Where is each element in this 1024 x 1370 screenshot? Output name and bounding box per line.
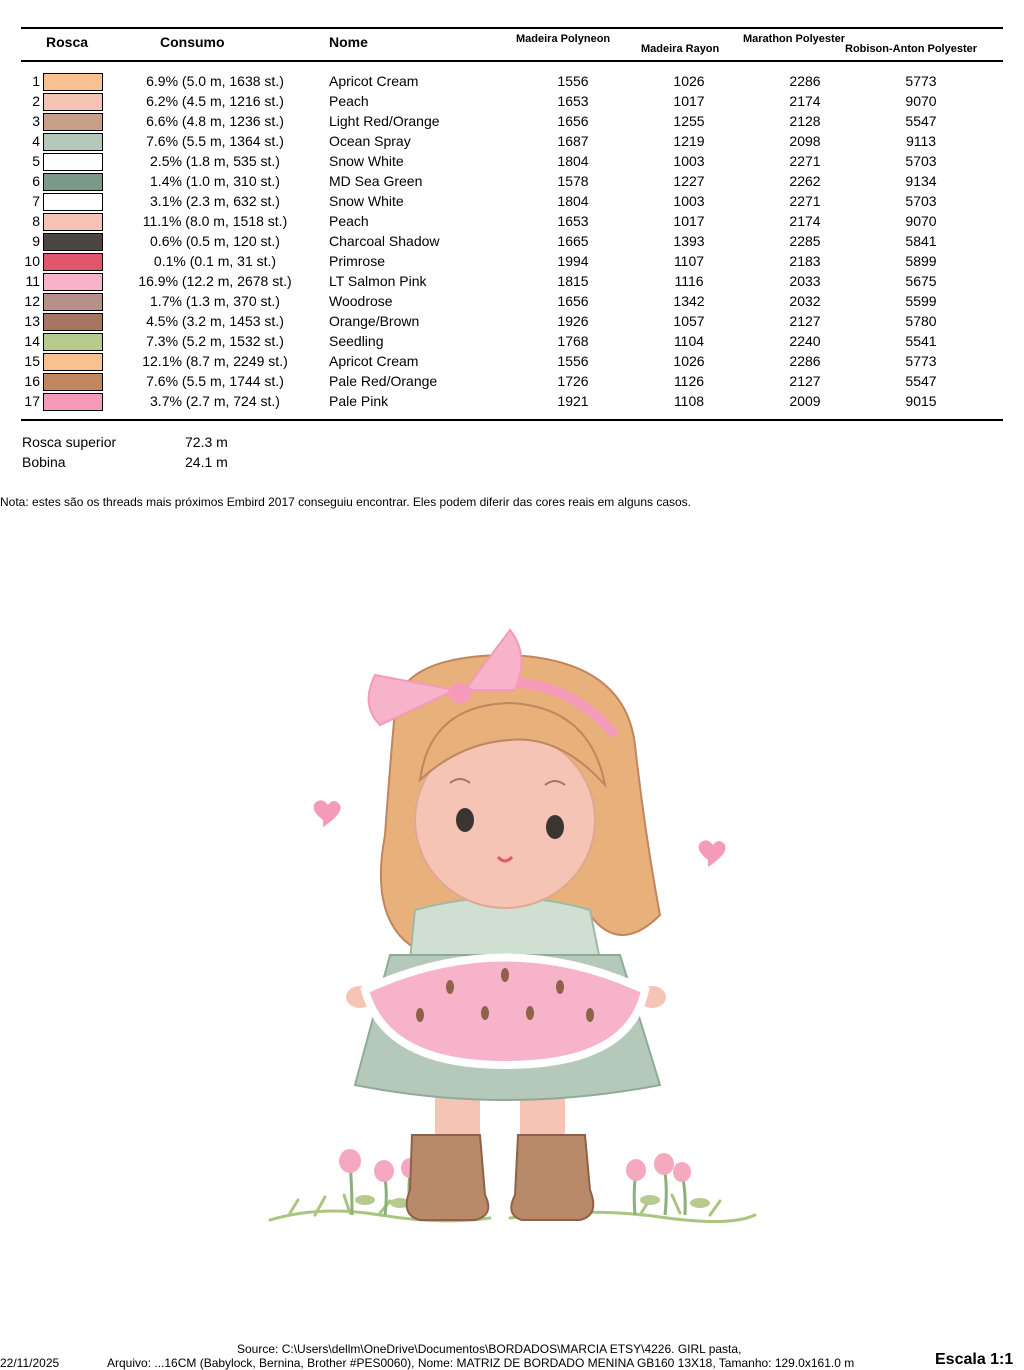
- madeira-polyneon-cell: 1665: [557, 233, 589, 249]
- table-row: [0, 292, 1024, 312]
- marathon-polyester-cell: 2033: [789, 273, 821, 289]
- header-robison-anton: Robison-Anton Polyester: [845, 43, 978, 55]
- table-row: [0, 272, 1024, 292]
- color-swatch: [43, 373, 103, 391]
- robison-anton-cell: 5703: [905, 193, 937, 209]
- color-swatch: [43, 113, 103, 131]
- madeira-polyneon-cell: 1804: [557, 193, 589, 209]
- color-swatch: [43, 293, 103, 311]
- robison-anton-cell: 9015: [905, 393, 937, 409]
- table-row: [0, 72, 1024, 92]
- row-number: 12: [24, 293, 40, 309]
- table-row: [0, 252, 1024, 272]
- table-header-rule: [21, 60, 1003, 62]
- table-row: [0, 152, 1024, 172]
- footer-source: Source: C:\Users\dellm\OneDrive\Documentos\BORDADOS\MARCIA ETSY\4226. GIRL pasta,: [237, 1342, 742, 1356]
- robison-anton-cell: 9134: [905, 173, 937, 189]
- marathon-polyester-cell: 2174: [789, 93, 821, 109]
- color-swatch: [43, 273, 103, 291]
- table-row: [0, 112, 1024, 132]
- marathon-polyester-cell: 2286: [789, 73, 821, 89]
- row-number: 3: [32, 113, 40, 129]
- madeira-rayon-cell: 1003: [673, 153, 705, 169]
- table-row: [0, 172, 1024, 192]
- madeira-rayon-cell: 1342: [673, 293, 705, 309]
- consumo-cell: 3.7% (2.7 m, 724 st.): [150, 393, 280, 409]
- embroidery-artwork: [260, 615, 760, 1235]
- madeira-rayon-cell: 1116: [674, 273, 704, 289]
- row-number: 9: [32, 233, 40, 249]
- madeira-polyneon-cell: 1815: [557, 273, 589, 289]
- color-swatch: [43, 73, 103, 91]
- consumo-cell: 4.5% (3.2 m, 1453 st.): [146, 313, 284, 329]
- consumo-cell: 0.1% (0.1 m, 31 st.): [153, 253, 277, 269]
- robison-anton-cell: 5773: [905, 353, 937, 369]
- header-madeira-polyneon: Madeira Polyneon: [516, 33, 611, 45]
- madeira-polyneon-cell: 1656: [557, 113, 589, 129]
- summary-top-value: 72.3 m: [185, 434, 228, 450]
- consumo-cell: 2.5% (1.8 m, 535 st.): [150, 153, 280, 169]
- consumo-cell: 7.3% (5.2 m, 1532 st.): [146, 333, 284, 349]
- madeira-polyneon-cell: 1994: [557, 253, 589, 269]
- color-swatch: [43, 253, 103, 271]
- row-number: 1: [32, 73, 40, 89]
- row-number: 16: [24, 373, 40, 389]
- row-number: 13: [24, 313, 40, 329]
- madeira-polyneon-cell: 1768: [557, 333, 589, 349]
- eye-icon: [546, 815, 564, 839]
- color-swatch: [43, 153, 103, 171]
- madeira-polyneon-cell: 1804: [557, 153, 589, 169]
- marathon-polyester-cell: 2174: [789, 213, 821, 229]
- row-number: 2: [32, 93, 40, 109]
- madeira-polyneon-cell: 1653: [557, 93, 589, 109]
- robison-anton-cell: 5841: [905, 233, 937, 249]
- header-marathon-polyester: Marathon Polyester: [743, 33, 846, 45]
- heart-icon: [314, 800, 341, 827]
- nome-cell: Orange/Brown: [329, 313, 420, 329]
- color-swatch: [43, 193, 103, 211]
- robison-anton-cell: 5675: [905, 273, 937, 289]
- marathon-polyester-cell: 2127: [789, 373, 821, 389]
- madeira-rayon-cell: 1219: [673, 133, 705, 149]
- robison-anton-cell: 5541: [905, 333, 937, 349]
- footer-date: 22/11/2025: [0, 1356, 60, 1370]
- consumo-cell: 6.9% (5.0 m, 1638 st.): [146, 73, 284, 89]
- header-nome: Nome: [329, 34, 368, 50]
- consumo-cell: 6.6% (4.8 m, 1236 st.): [146, 113, 284, 129]
- robison-anton-cell: 9070: [905, 213, 937, 229]
- marathon-polyester-cell: 2128: [789, 113, 821, 129]
- table-row: [0, 372, 1024, 392]
- row-number: 11: [25, 273, 40, 289]
- table-row: [0, 232, 1024, 252]
- nome-cell: Apricot Cream: [329, 353, 419, 369]
- madeira-rayon-cell: 1227: [673, 173, 705, 189]
- madeira-rayon-cell: 1108: [673, 393, 705, 409]
- consumo-cell: 11.1% (8.0 m, 1518 st.): [142, 213, 288, 229]
- row-number: 14: [24, 333, 40, 349]
- row-number: 6: [32, 173, 40, 189]
- nome-cell: Seedling: [329, 333, 384, 349]
- robison-anton-cell: 9113: [905, 133, 937, 149]
- consumo-cell: 0.6% (0.5 m, 120 st.): [150, 233, 280, 249]
- madeira-polyneon-cell: 1926: [557, 313, 589, 329]
- table-row: [0, 332, 1024, 352]
- madeira-polyneon-cell: 1656: [557, 293, 589, 309]
- nome-cell: Snow White: [329, 153, 404, 169]
- consumo-cell: 12.1% (8.7 m, 2249 st.): [142, 353, 288, 369]
- madeira-rayon-cell: 1126: [673, 373, 705, 389]
- color-swatch: [43, 393, 103, 411]
- color-swatch: [43, 93, 103, 111]
- color-swatch: [43, 233, 103, 251]
- marathon-polyester-cell: 2286: [789, 353, 821, 369]
- consumo-cell: 1.7% (1.3 m, 370 st.): [150, 293, 280, 309]
- footer-scale: Escala 1:1: [935, 1351, 1014, 1368]
- consumo-cell: 3.1% (2.3 m, 632 st.): [150, 193, 280, 209]
- nome-cell: Apricot Cream: [329, 73, 419, 89]
- header-consumo: Consumo: [160, 34, 225, 50]
- eye-icon: [456, 808, 474, 832]
- color-swatch: [43, 353, 103, 371]
- row-number: 4: [32, 133, 40, 149]
- table-row: [0, 352, 1024, 372]
- marathon-polyester-cell: 2271: [789, 193, 821, 209]
- nome-cell: Snow White: [329, 193, 404, 209]
- header-madeira-rayon: Madeira Rayon: [641, 43, 720, 55]
- nome-cell: Pale Red/Orange: [329, 373, 438, 389]
- nome-cell: Peach: [329, 93, 369, 109]
- nome-cell: Pale Pink: [329, 393, 389, 409]
- table-row: [0, 312, 1024, 332]
- row-number: 10: [24, 253, 40, 269]
- color-swatch: [43, 213, 103, 231]
- summary-bobbin-value: 24.1 m: [185, 454, 228, 470]
- robison-anton-cell: 5780: [905, 313, 937, 329]
- nome-cell: Charcoal Shadow: [329, 233, 440, 249]
- robison-anton-cell: 5547: [905, 113, 937, 129]
- row-number: 7: [32, 193, 40, 209]
- marathon-polyester-cell: 2183: [789, 253, 821, 269]
- nome-cell: MD Sea Green: [329, 173, 423, 189]
- consumo-cell: 7.6% (5.5 m, 1364 st.): [146, 133, 284, 149]
- color-swatch: [43, 173, 103, 191]
- heart-icon: [699, 840, 726, 867]
- nome-cell: Light Red/Orange: [329, 113, 440, 129]
- marathon-polyester-cell: 2285: [789, 233, 821, 249]
- boot-icon: [511, 1135, 593, 1220]
- marathon-polyester-cell: 2127: [789, 313, 821, 329]
- row-number: 8: [32, 213, 40, 229]
- marathon-polyester-cell: 2009: [789, 393, 821, 409]
- row-number: 17: [24, 393, 40, 409]
- consumo-cell: 1.4% (1.0 m, 310 st.): [150, 173, 280, 189]
- footer-file: Arquivo: ...16CM (Babylock, Bernina, Brother #PES0060), Nome: MATRIZ DE BORDADO MENINA GB160 13X18, Tamanho: 129.0x161.0 m: [107, 1356, 855, 1370]
- color-swatch: [43, 133, 103, 151]
- robison-anton-cell: 5773: [905, 73, 937, 89]
- consumo-cell: 6.2% (4.5 m, 1216 st.): [146, 93, 284, 109]
- robison-anton-cell: 5547: [905, 373, 937, 389]
- color-swatch: [43, 333, 103, 351]
- consumo-cell: 16.9% (12.2 m, 2678 st.): [138, 273, 292, 289]
- marathon-polyester-cell: 2271: [789, 153, 821, 169]
- table-row: [0, 92, 1024, 112]
- nome-cell: LT Salmon Pink: [329, 273, 427, 289]
- summary-bobbin-label: Bobina: [22, 454, 66, 470]
- consumo-cell: 7.6% (5.5 m, 1744 st.): [146, 373, 284, 389]
- color-swatch: [43, 313, 103, 331]
- nome-cell: Primrose: [329, 253, 386, 269]
- table-top-rule: [21, 27, 1003, 29]
- madeira-polyneon-cell: 1653: [557, 213, 589, 229]
- madeira-rayon-cell: 1026: [673, 73, 705, 89]
- nome-cell: Peach: [329, 213, 369, 229]
- madeira-polyneon-cell: 1556: [557, 73, 589, 89]
- madeira-polyneon-cell: 1726: [557, 373, 589, 389]
- madeira-rayon-cell: 1017: [673, 93, 705, 109]
- madeira-rayon-cell: 1107: [673, 253, 705, 269]
- marathon-polyester-cell: 2032: [789, 293, 821, 309]
- madeira-polyneon-cell: 1687: [557, 133, 589, 149]
- marathon-polyester-cell: 2240: [789, 333, 821, 349]
- header-rosca: Rosca: [46, 34, 89, 50]
- table-row: [0, 132, 1024, 152]
- madeira-rayon-cell: 1017: [673, 213, 705, 229]
- row-number: 15: [24, 353, 40, 369]
- madeira-rayon-cell: 1104: [673, 333, 705, 349]
- robison-anton-cell: 5703: [905, 153, 937, 169]
- madeira-rayon-cell: 1026: [673, 353, 705, 369]
- robison-anton-cell: 5899: [905, 253, 937, 269]
- madeira-rayon-cell: 1057: [673, 313, 705, 329]
- row-number: 5: [32, 153, 40, 169]
- table-row: [0, 392, 1024, 412]
- nome-cell: Ocean Spray: [329, 133, 411, 149]
- madeira-polyneon-cell: 1578: [557, 173, 589, 189]
- thread-note: Nota: estes são os threads mais próximos Embird 2017 conseguiu encontrar. Eles podem diferir das cores reais em alguns casos.: [0, 495, 692, 509]
- robison-anton-cell: 9070: [905, 93, 937, 109]
- flower-icon: [626, 1153, 710, 1215]
- summary-top-label: Rosca superior: [22, 434, 117, 450]
- table-row: [0, 192, 1024, 212]
- madeira-rayon-cell: 1393: [673, 233, 705, 249]
- robison-anton-cell: 5599: [905, 293, 937, 309]
- madeira-rayon-cell: 1003: [673, 193, 705, 209]
- marathon-polyester-cell: 2262: [789, 173, 821, 189]
- table-row: [0, 212, 1024, 232]
- marathon-polyester-cell: 2098: [789, 133, 821, 149]
- madeira-rayon-cell: 1255: [673, 113, 705, 129]
- nome-cell: Woodrose: [329, 293, 393, 309]
- madeira-polyneon-cell: 1921: [557, 393, 589, 409]
- madeira-polyneon-cell: 1556: [557, 353, 589, 369]
- table-bottom-rule: [21, 419, 1003, 421]
- boot-icon: [407, 1135, 489, 1220]
